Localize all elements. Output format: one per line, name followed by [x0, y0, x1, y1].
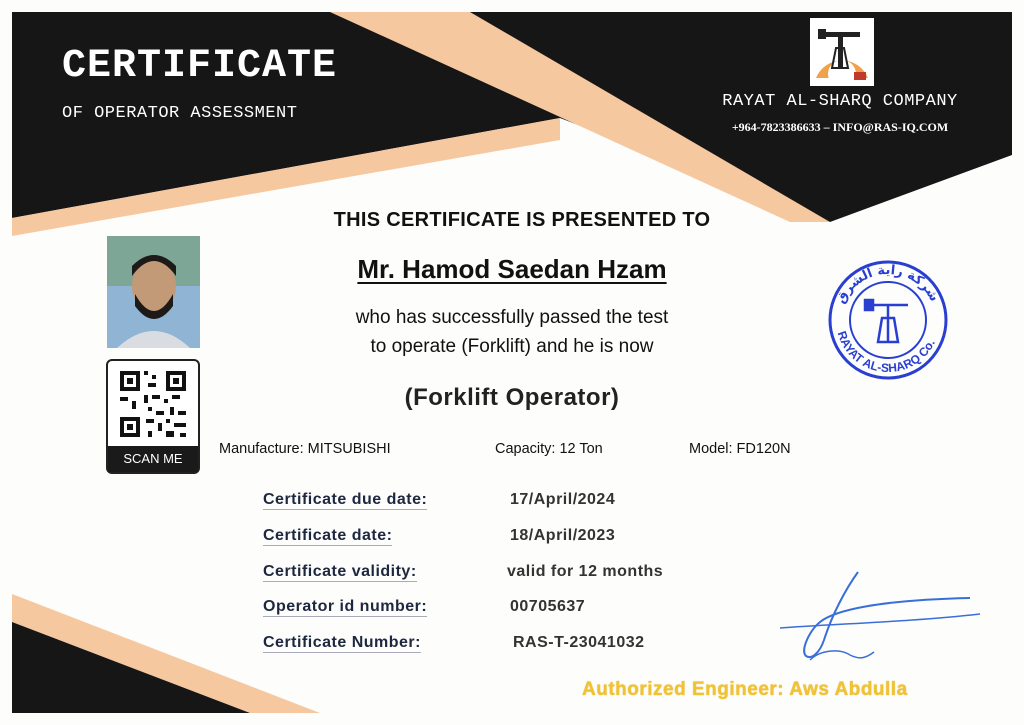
company-logo — [810, 18, 874, 86]
operator-id-label: Operator id number: — [263, 598, 428, 615]
presented-to-heading: THIS CERTIFICATE IS PRESENTED TO — [333, 209, 711, 231]
certificate-date-value: 18/April/2023 — [510, 527, 616, 544]
company-contact: +964-7823386633 – INFO@RAS-IQ.COM — [731, 120, 949, 134]
operator-id-value: 00705637 — [510, 598, 586, 615]
scan-me-label: SCAN ME — [108, 446, 198, 472]
statement-line-2: to operate (Forklift) and he is now — [370, 336, 654, 357]
spec-manufacture: Manufacture: MITSUBISHI — [219, 441, 391, 457]
due-date-label: Certificate due date: — [263, 491, 428, 508]
statement-line-1: who has successfully passed the test — [355, 307, 669, 328]
company-seal — [818, 250, 958, 380]
recipient-name: Mr. Hamod Saedan Hzam — [357, 254, 667, 284]
certificate-date-label: Certificate date: — [263, 527, 393, 544]
due-date-value: 17/April/2024 — [510, 491, 616, 508]
signature — [740, 560, 1000, 680]
operator-role: (Forklift Operator) — [404, 384, 620, 411]
certificate-subtitle: OF OPERATOR ASSESSMENT — [62, 104, 298, 123]
spec-capacity: Capacity: 12 Ton — [495, 441, 603, 457]
spec-model: Model: FD120N — [689, 441, 791, 457]
certificate-title: CERTIFICATE — [62, 44, 338, 89]
certificate-number-value: RAS-T-23041032 — [513, 634, 645, 651]
operator-photo — [107, 236, 200, 348]
svg-text:شركة راية الشرق: شركة راية الشرق — [833, 262, 942, 307]
company-name: RAYAT AL-SHARQ COMPANY — [722, 92, 958, 111]
validity-label: Certificate validity: — [263, 563, 417, 580]
qr-pattern — [108, 361, 198, 445]
authorized-engineer: Authorized Engineer: Aws Abdulla — [582, 679, 908, 700]
validity-value: valid for 12 months — [507, 563, 664, 580]
svg-text:RAYAT AL-SHARQ Co.: RAYAT AL-SHARQ Co. — [834, 329, 938, 376]
qr-code[interactable] — [106, 359, 200, 474]
certificate-number-label: Certificate Number: — [263, 634, 421, 651]
